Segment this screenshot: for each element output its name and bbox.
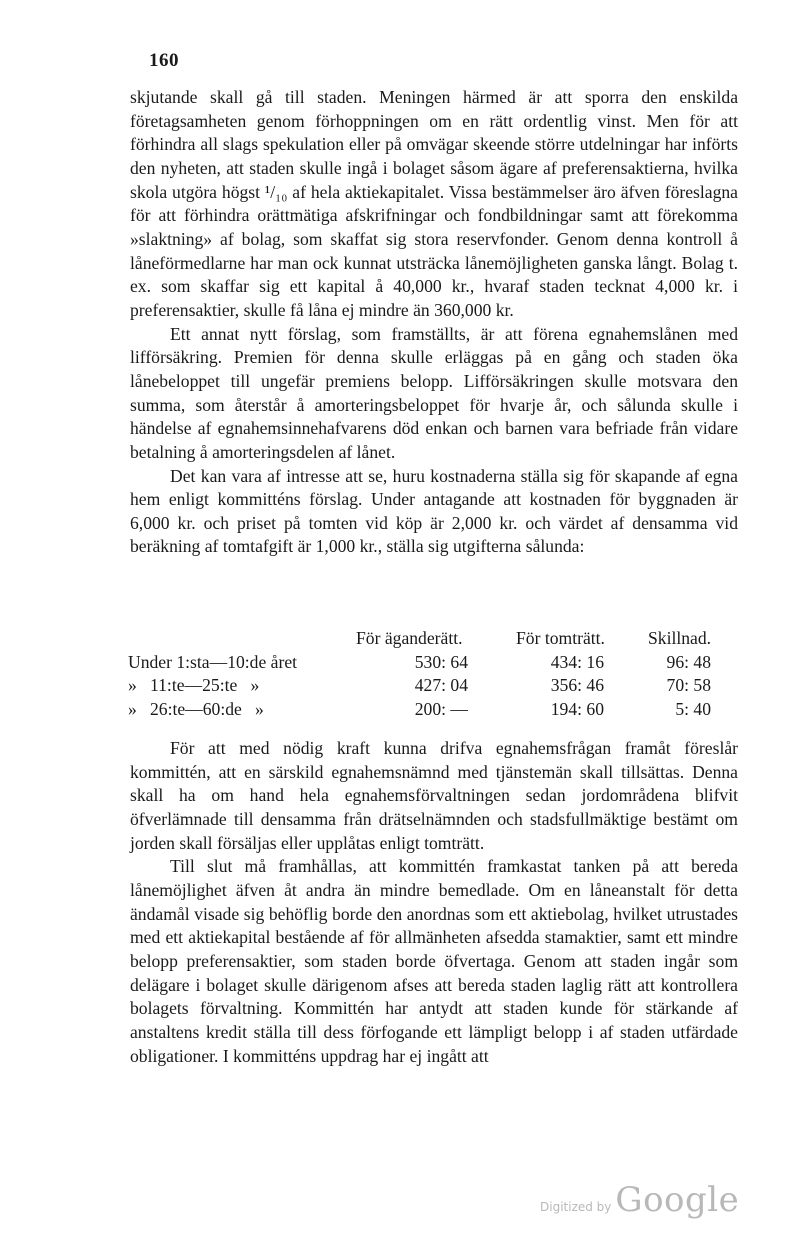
header-tomtratt: För tomträtt.: [516, 628, 605, 648]
paragraph: skjutande skall gå till staden. Meningen härmed är att sporra den enskilda företagsamheten genom förhoppningen om en rätt ordentlig vinst. Men för att förhindra all slags spekulation eller på omvägar skeende större utdelningar har införts den nyheten, att staden skulle ingå i bolaget såsom ägare af preferensaktierna, hvilka skola utgöra högst ¹/₁₀ af hela aktiekapitalet. Vissa bestämmelser äro äfven föreslagna för att förhindra orättmätiga afskrifningar och fondbildningar samt att förekomma »slaktning» af bolag, som skaffat sig stora reservfonder. Genom denna kontroll å låneförmedlarne har man ock kunnat utsträcka lånemöjligheten ganska långt. Bolag t. ex. som skaffar sig ett kapital å 40,000 kr., hvaraf staden tecknat 4,000 kr. i preferensaktier, skulle få låna ej mindre än 360,000 kr.: [130, 87, 738, 320]
page-number: 160: [149, 50, 179, 71]
text-block-bottom: [130, 737, 738, 1068]
google-logo: Google: [615, 1180, 740, 1220]
watermark-digitized-by: Digitized by: [540, 1200, 612, 1214]
paragraph: Till slut må framhållas, att kommittén framkastat tanken på att bereda lånemöjlighet äfven åt andra än mindre bemedlade. Om en låneanstalt för detta ändamål visade sig behöflig borde den anordnas som ett aktiebolag, hvilket utrustades med ett aktiekapital bestående af för allmänheten afsedda stamaktier, samt ett mindre belopp preferensaktier, som staden borde öfvertaga. Genom att staden ingår som delägare i bolaget skulle därigenom afses att bereda staden laglig rätt att kontrollera bolagets förvaltning. Kommittén har antydt att staden kunde för stärkande af anstaltens kredit ställa till dess förfogande ett lämpligt belopp i af staden utfärdade obligationer. I kommitténs uppdrag har ej ingått att: [130, 856, 738, 1066]
value-skillnad: 5: 40: [675, 698, 711, 719]
table-row: [128, 699, 736, 723]
paragraph: Ett annat nytt förslag, som framställts, är att förena egnahemslånen med lifförsäkring. Premien för denna skulle erläggas på en gång och staden öka lånebeloppet till ungefär premiens belopp. Lifförsäkringen skulle motsvara den summa, som återstår å amorteringsbeloppet för hvarje år, och sålunda skulle i händelse af egnahemsinnehafvarens död enkan och barnen vara befriade från vidare betalning å amorteringsdelen af lånet.: [130, 323, 738, 462]
value-aganderatt: 200: —: [414, 698, 468, 719]
value-skillnad: 70: 58: [666, 675, 711, 695]
header-aganderatt: För äganderätt.: [356, 628, 463, 648]
row-label: » 26:te—60:de »: [128, 698, 264, 719]
table-row: [128, 652, 736, 676]
table-header-row: [128, 628, 736, 652]
table-row: [128, 675, 736, 699]
google-watermark: [540, 1180, 739, 1220]
value-skillnad: 96: 48: [666, 651, 711, 672]
row-label: » 11:te—25:te »: [128, 675, 260, 695]
value-aganderatt: 427: 04: [414, 675, 468, 695]
paragraph: Det kan vara af intresse att se, huru kostnaderna ställa sig för skapande af egna hem enligt kommitténs förslag. Under antagande att kostnaden för byggnaden är 6,000 kr. och priset på tomten vid köp är 2,000 kr. och värdet af densamma vid beräkning af tomtafgift är 1,000 kr., ställa sig utgifterna sålunda:: [130, 465, 738, 557]
value-tomtratt: 356: 46: [550, 675, 604, 695]
text-block-top: [130, 86, 738, 559]
cost-table: [128, 628, 736, 722]
value-tomtratt: 194: 60: [550, 698, 604, 719]
row-label: Under 1:sta—10:de året: [128, 651, 298, 672]
value-aganderatt: 530: 64: [414, 651, 468, 672]
header-skillnad: Skillnad.: [648, 628, 712, 648]
value-tomtratt: 434: 16: [550, 651, 604, 672]
paragraph: För att med nödig kraft kunna drifva egnahemsfrågan framåt föreslår kommittén, att en särskild egnahemsnämnd med tjänstemän skall tillsättas. Denna skall ha om hand hela egnahemsförvaltningen sedan jordområdena blifvit öfverlämnade till densamma från drätselnämnden och stadsfullmäktige bestämt om jorden skall försäljas eller upplåtas enligt tomträtt.: [130, 738, 738, 853]
